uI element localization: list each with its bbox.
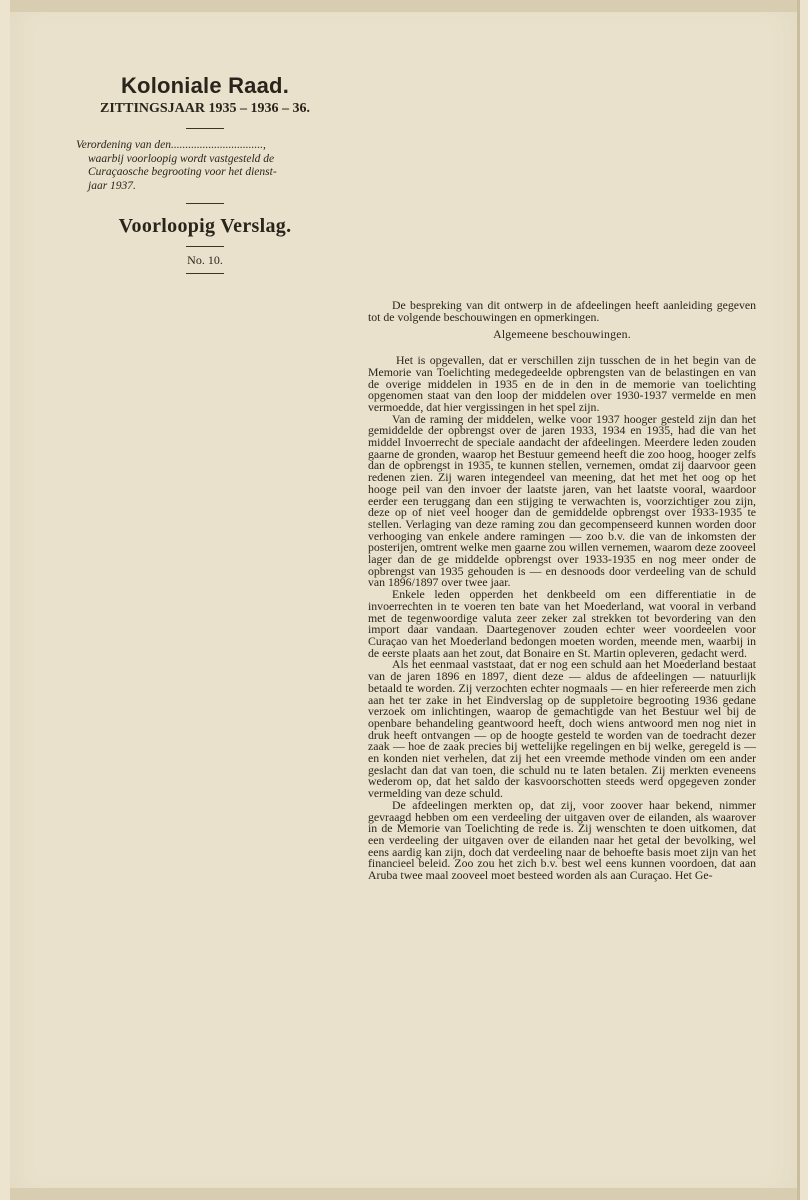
council-title: Koloniale Raad.: [120, 73, 290, 98]
ordinance-line: Verordening van den................................,: [76, 139, 266, 151]
session-year: ZITTINGSJAAR 1935 – 1936 – 36.: [99, 101, 311, 116]
ordinance-line: Curaçaosche begrooting voor het dienst-: [88, 166, 277, 178]
body-paragraph: Als het eenmaal vaststaat, dat er nog een schuld aan het Moederland bestaat van de jaren 1896 en 1897, dient deze — aldus de afdeelingen — natuurlijk betaald te worden. Zij verzochten echter nogmaals — en hier refereerde men zich aan het ter zake in het Eindverslag op de suppletoire begrooting 1936 gedane verzoek om inlichtingen, waarop de gemachtigde van het Bestuur wel bij de openbare behandeling geantwoord heeft, doch wiens antwoord men nog niet in druk heeft ontvangen — op de hoogte gesteld te worden van de toedracht dezer zaak — hoe de zaak precies bij wettelijke regelingen en bij welke, geregeld is — en konden niet verhelen, dat zij het een vreemde methode vinden om een ander geslacht dan dat van toen, die schuld nu te laten betalen. Zij merkten eveneens wederom op, dat het saldo der kasvoorschotten steeds werd opgegeven zonder vermelding van deze schuld.: [368, 657, 756, 801]
divider: [186, 246, 224, 247]
bottom-margin-band: [10, 1188, 797, 1200]
body-paragraph: De afdeelingen merkten op, dat zij, voor zoover haar bekend, nimmer gevraagd hebben om een verdeeling der uitgaven over de eilanden, als waarover in de Memorie van Toelichting de rede is. Zij wenschten te doen uitkomen, dat een verdeeling der uitgaven over de eilanden naar het getal der bevolking, wel eens aardig kan zijn, doch dat verdeeling naar de behoefte basis moet zijn van het financieel beleid. Zoo zou het zich b.v. best wel eens kunnen voordoen, dat aan Aruba twee maal zooveel moet besteed worden als aan Curaçao. Het Ge-: [368, 797, 756, 883]
ordinance-line: waarbij voorloopig wordt vastgesteld de: [88, 152, 275, 165]
ordinance-line: jaar 1937.: [88, 179, 136, 192]
report-body: [368, 300, 756, 882]
intro-paragraph: De bespreking van dit ontwerp in de afdeelingen heeft aanleiding gegeven tot de volgende beschouwingen en opmerkingen.: [368, 298, 756, 324]
body-paragraph: Van de raming der middelen, welke voor 1937 hooger gesteld zijn dan het gemiddelde der opbrengst over de jaren 1933, 1934 en 1935, had die van het middel Invoerrecht de speciale aandacht der afdeelingen. Meerdere leden zouden gaarne de gronden, waarop het Bestuur gemeend heeft die zoo hoog, hooger zelfs dan de opbrengst in 1935, te kunnen stellen, vernemen, omdat zij daarvoor geen redenen zien. Zij waren integendeel van meening, dat het met het oog op het hooge peil van den invoer der laatste jaren, van het laatste vooral, waardoor eerder een teruggang dan een stijging te verwachten is, voorzichtiger zou zijn, deze op of niet veel hooger dan de gemiddelde opbrengst over 1933-1935 te stellen. Verlaging van deze raming zou dan gecompenseerd kunnen worden door verhooging van enkele andere ramingen — zoo b.v. die van de inkomsten der posterijen, omtrent welke men gaarne zou willen vernemen, waarom deze zooveel lager dan de ge middelde opbrengst over 1933-1935 en nog meer onder de opbrengst van 1935 gehouden is — en desnoods door verdeeling van de schuld van 1896/1897 over twee jaar.: [368, 411, 756, 590]
report-number: No. 10.: [187, 253, 223, 267]
divider: [186, 273, 224, 274]
divider: [186, 203, 224, 204]
section-heading: Algemeene beschouwingen.: [493, 327, 631, 342]
document-header: [74, 72, 336, 284]
divider: [186, 128, 224, 129]
body-paragraph: Enkele leden opperden het denkbeeld om een differentiatie in de invoerrechten in te voeren ten bate van het Moederland, wat vooral in verband met de tegenwoordige valuta zeer zeker zal strekken tot bevordering van den import daar vandaan. Daartegenover zouden echter weer voordeelen voor Curaçao van het Moederland bedongen moeten worden, meende men, waarbij in de eerste plaats aan het zout, dat Bonaire en St. Martin opleveren, gedacht werd.: [368, 587, 756, 660]
report-title: Voorloopig Verslag.: [118, 215, 292, 237]
top-margin-band: [10, 0, 797, 12]
ordinance-description: [74, 139, 336, 193]
body-paragraph: Het is opgevallen, dat er verschillen zijn tusschen de in het begin van de Memorie van Toelichting medegedeelde opbrengsten van de belastingen en van de overige middelen in 1935 en de in den in de memorie van toelichting opgenomen staat van den loop der middelen over 1930-1937 vermelde en men vermoedde, dat hier vergissingen in het spel zijn.: [368, 353, 756, 414]
